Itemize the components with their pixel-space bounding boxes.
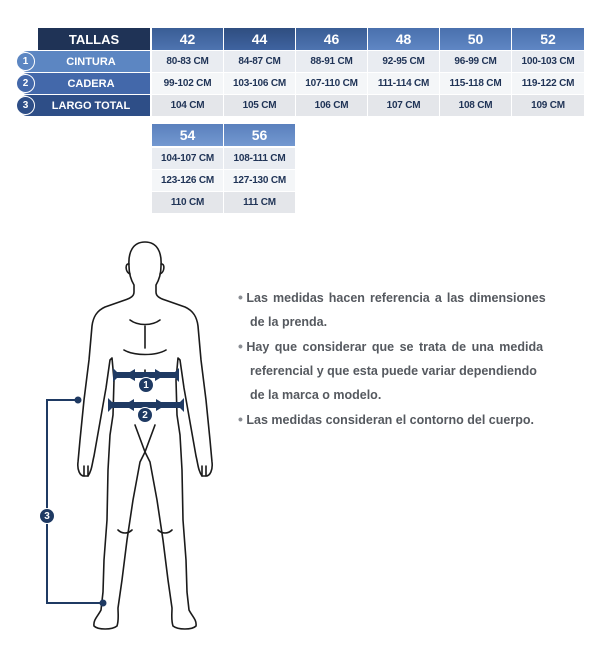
- table-cell: 127-130 CM: [224, 170, 295, 191]
- table-cell: 104-107 CM: [152, 148, 223, 169]
- tallas-header: TALLAS: [38, 28, 150, 50]
- table-cell: 92-95 CM: [368, 51, 439, 72]
- note-item: • Hay que considerar que se trata de una medida referencial y que esta puede variar dependiendo de la marca o modelo.: [238, 338, 544, 402]
- table-cell: 119-122 CM: [512, 73, 584, 94]
- table-cell: 100-103 CM: [512, 51, 584, 72]
- table-cell: 108 CM: [440, 95, 511, 116]
- size-header-54: 54: [152, 124, 223, 146]
- table-cell: 106 CM: [296, 95, 367, 116]
- notes: [238, 285, 568, 432]
- row-number-badge: 1: [16, 52, 35, 71]
- table-cell: 107 CM: [368, 95, 439, 116]
- note-text: de la prenda.: [250, 315, 328, 329]
- size-header-56: 56: [224, 124, 295, 146]
- row-number-badge: 3: [16, 96, 35, 115]
- size-header-42: 42: [152, 28, 223, 50]
- table-cell: 115-118 CM: [440, 73, 511, 94]
- size-header-44: 44: [224, 28, 295, 50]
- note-text: referencial y que esta puede variar dependiendo: [250, 364, 537, 378]
- row-label-largo-total: [18, 95, 150, 116]
- table-cell: 108-111 CM: [224, 148, 295, 169]
- length-bracket-icon: [47, 398, 106, 606]
- size-header-46: 46: [296, 28, 367, 50]
- table-cell: 123-126 CM: [152, 170, 223, 191]
- note-item: • Las medidas hacen referencia a las dimensiones de la prenda.: [238, 289, 546, 329]
- table-cell: 96-99 CM: [440, 51, 511, 72]
- table-cell: 107-110 CM: [296, 73, 367, 94]
- row-number-badge: 2: [16, 74, 35, 93]
- row-label-cintura: [18, 51, 150, 72]
- table-cell: 80-83 CM: [152, 51, 223, 72]
- note-text: de la marca o modelo.: [250, 388, 382, 402]
- note-text: Las medidas consideran el contorno del cuerpo.: [246, 413, 534, 427]
- note-text: Las medidas hacen referencia a las dimensiones: [246, 291, 546, 305]
- note-item: • Las medidas consideran el contorno del cuerpo.: [238, 411, 534, 427]
- table-cell: 88-91 CM: [296, 51, 367, 72]
- human-body-outline-icon: [0, 230, 230, 650]
- table-cell: 111 CM: [224, 192, 295, 213]
- table-cell: 110 CM: [152, 192, 223, 213]
- note-text: Hay que considerar que se trata de una medida: [246, 340, 544, 354]
- marker-waist: 1: [138, 377, 154, 393]
- marker-length: 3: [39, 508, 55, 524]
- table-cell: 109 CM: [512, 95, 584, 116]
- table-cell: 103-106 CM: [224, 73, 295, 94]
- row-label-text: CADERA: [67, 77, 115, 90]
- size-header-48: 48: [368, 28, 439, 50]
- table-cell: 105 CM: [224, 95, 295, 116]
- marker-hip: 2: [137, 407, 153, 423]
- size-header-50: 50: [440, 28, 511, 50]
- table-cell: 104 CM: [152, 95, 223, 116]
- table-cell: 84-87 CM: [224, 51, 295, 72]
- size-header-52: 52: [512, 28, 584, 50]
- table-cell: 111-114 CM: [368, 73, 439, 94]
- table-cell: 99-102 CM: [152, 73, 223, 94]
- row-label-text: CINTURA: [66, 55, 116, 68]
- row-label-cadera: [18, 73, 150, 94]
- row-label-text: LARGO TOTAL: [51, 99, 131, 112]
